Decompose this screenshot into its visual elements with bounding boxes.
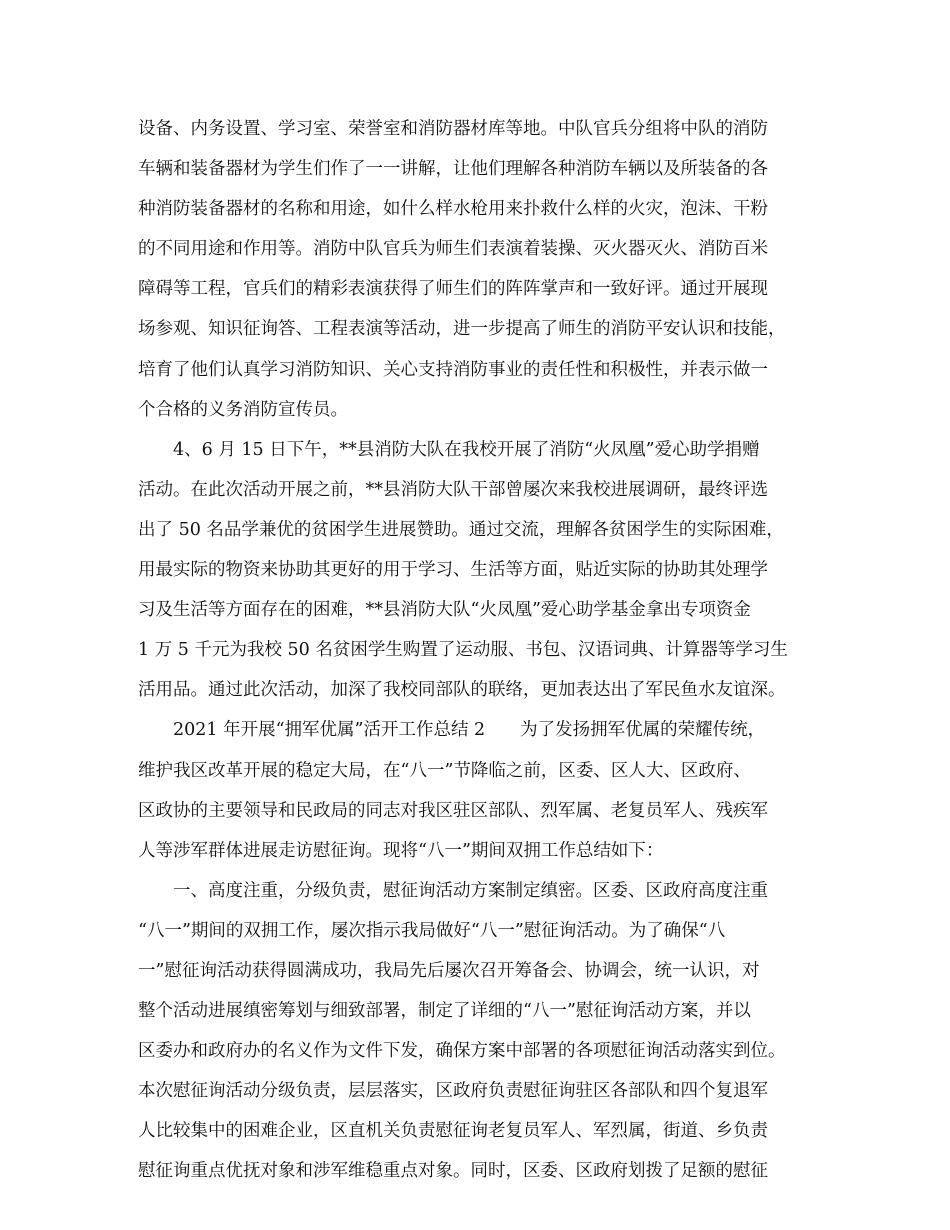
text-line: 区委办和政府办的名义作为文件下发，确保方案中部署的各项慰征询活动落实到位。 xyxy=(138,1041,786,1062)
text-line: 本次慰征询活动分级负责，层层落实，区政府负责慰征询驻区各部队和四个复退军 xyxy=(138,1081,768,1102)
text-line: 人比较集中的困难企业，区直机关负责慰征询老复员军人、军烈属，街道、乡负责 xyxy=(138,1121,768,1142)
text-line: 障碍等工程，官兵们的精彩表演获得了师生们的阵阵掌声和一致好评。通过开展现 xyxy=(138,279,768,300)
text-line: 设备、内务设置、学习室、荣誉室和消防器材库等地。中队官兵分组将中队的消防 xyxy=(138,119,768,139)
text-line: 习及生活等方面存在的困难，**县消防大队“火凤凰”爱心助学基金拿出专项资金 xyxy=(138,600,751,621)
text-line: “八一”期间的双拥工作，屡次指示我局做好“八一”慰征询活动。为了确保“八 xyxy=(138,920,726,941)
text-line: 一、高度注重，分级负责，慰征询活动方案制定缜密。区委、区政府高度注重 xyxy=(138,880,768,901)
text-line: 一”慰征询活动获得圆满成功，我局先后屡次召开筹备会、协调会，统一认识，对 xyxy=(138,960,760,981)
text-line: 2021 年开展“拥军优属”活开工作总结 2 为了发扬拥军优属的荣耀传统， xyxy=(138,720,766,741)
text-line: 出了 50 名品学兼优的贫困学生进展赞助。通过交流，理解各贫困学生的实际困难， xyxy=(138,519,784,540)
text-line: 4、6 月 15 日下午，**县消防大队在我校开展了消防“火凤凰”爱心助学捐赠 xyxy=(138,439,760,460)
text-line: 场参观、知识征询答、工程表演等活动，进一步提高了师生的消防平安认识和技能， xyxy=(138,319,786,340)
text-line: 用最实际的物资来协助其更好的用于学习、生活等方面，贴近实际的协助其处理学 xyxy=(138,560,768,581)
text-line: 慰征询重点优抚对象和涉军维稳重点对象。同时，区委、区政府划拨了足额的慰征 xyxy=(138,1161,768,1182)
text-line: 种消防装备器材的名称和用途，如什么样水枪用来扑救什么样的火灾，泡沫、干粉 xyxy=(138,199,768,220)
text-line: 车辆和装备器材为学生们作了一一讲解，让他们理解各种消防车辆以及所装备的各 xyxy=(138,159,768,180)
text-line: 活动。在此次活动开展之前，**县消防大队干部曾屡次来我校进展调研，最终评选 xyxy=(138,479,768,500)
text-line: 活用品。通过此次活动，加深了我校同部队的联络，更加表达出了军民鱼水友谊深。 xyxy=(138,680,786,701)
text-line: 培育了他们认真学习消防知识、关心支持消防事业的责任性和积极性，并表示做一 xyxy=(138,359,768,380)
document-body xyxy=(138,109,822,1192)
text-line: 1 万 5 千元为我校 50 名贫困学生购置了运动服、书包、汉语词典、计算器等学习生 xyxy=(138,640,788,661)
text-line: 整个活动进展缜密筹划与细致部署，制定了详细的“八一”慰征询活动方案，并以 xyxy=(138,1001,751,1022)
text-line: 维护我区改革开展的稳定大局，在“八一”节降临之前，区委、区人大、区政府、 xyxy=(138,760,751,781)
text-line: 人等涉军群体进展走访慰征询。现将“八一”期间双拥工作总结如下： xyxy=(138,840,664,861)
text-line: 的不同用途和作用等。消防中队官兵为师生们表演着装操、灭火器灭火、消防百米 xyxy=(138,239,768,260)
text-line: 区政协的主要领导和民政局的同志对我区驻区部队、烈军属、老复员军人、残疾军 xyxy=(138,800,768,821)
text-line: 个合格的义务消防宣传员。 xyxy=(138,399,348,420)
